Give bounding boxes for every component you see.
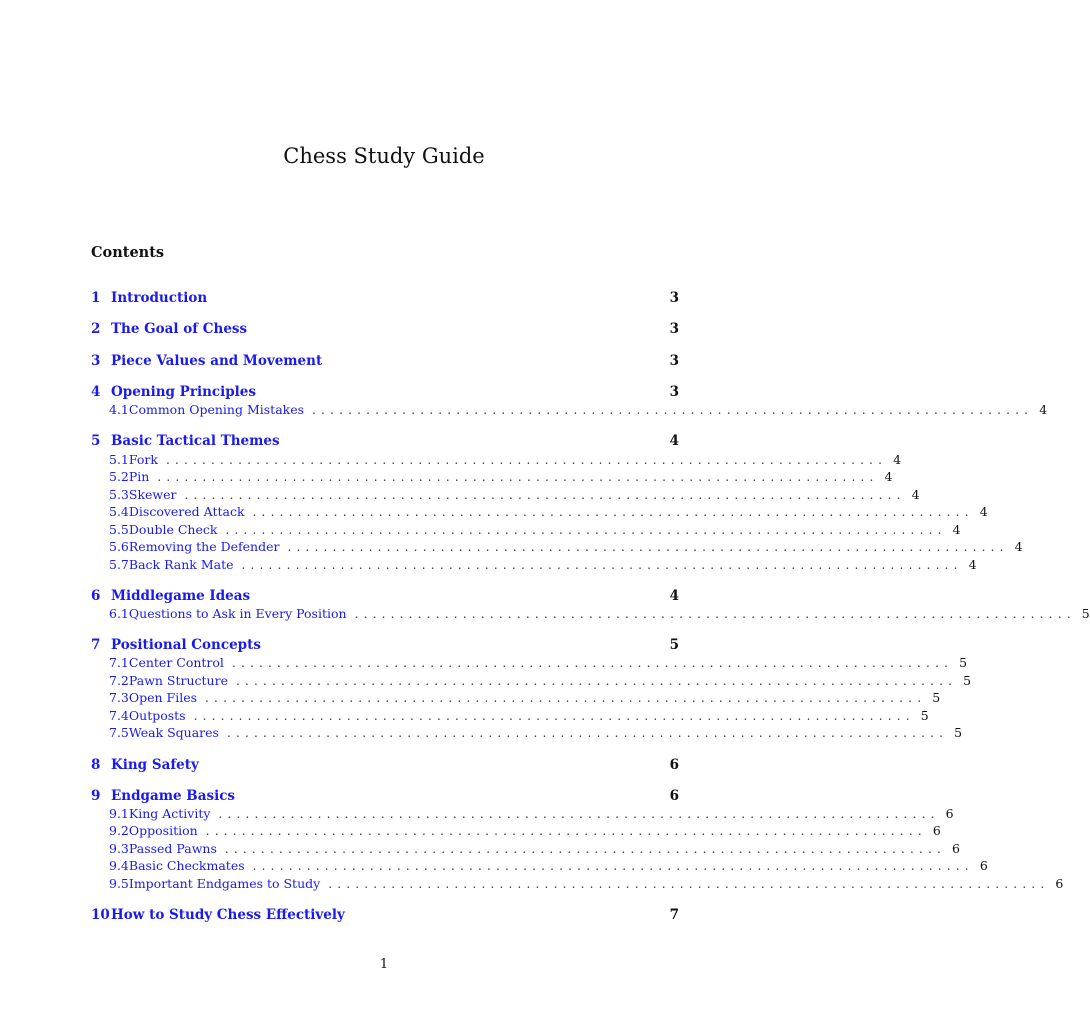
dot-leader: ................................................................................ [193,709,915,723]
dot-leader: ................................................................................ [252,859,974,873]
dot-leader: ................................................................................ [218,807,940,821]
toc-entry-link[interactable]: Discovered Attack [128,504,245,519]
toc-entry-number: 1 [91,290,101,306]
toc-entry-link[interactable]: Pawn Structure [128,673,228,688]
toc-entry-page: 5 [669,637,679,653]
toc-entry-link[interactable]: Endgame Basics [111,788,236,804]
toc-entry-link[interactable]: Piece Values and Movement [111,353,323,369]
toc-section-entry[interactable] [91,320,679,338]
dot-leader: ................................................................................ [328,877,1050,891]
toc-subsection-entry[interactable] [91,672,972,690]
dot-leader: ................................................................................ [205,824,927,838]
toc-entry-link[interactable]: Fork [128,452,158,467]
toc-subsection-entry[interactable] [91,707,929,725]
toc-entry-page: 4 [1039,402,1048,417]
toc-entry-number: 10 [91,907,110,923]
toc-entry-number: 3 [91,353,101,369]
toc-entry-number: 6.1 [109,606,129,621]
toc-entry-page: 6 [669,788,679,804]
toc-section-entry[interactable] [91,289,679,307]
toc-entry-link[interactable]: Introduction [111,290,208,306]
toc-entry-page: 4 [952,522,961,537]
toc-entry-number: 9.5 [109,876,129,891]
toc-section-entry[interactable] [91,906,679,924]
toc-entry-number: 5.5 [109,522,129,537]
dot-leader: ................................................................................ [165,453,888,467]
toc-entry-number: 9 [91,788,101,804]
dot-leader: ................................................................................ [224,842,947,856]
toc-entry-link[interactable]: King Activity [128,806,211,821]
toc-entry-page: 6 [669,757,679,773]
toc-subsection-entry[interactable] [91,556,977,574]
toc-subsection-entry[interactable] [91,503,988,521]
toc-entry-page: 5 [959,655,968,670]
toc-section-entry[interactable] [91,432,679,450]
dot-leader: ................................................................................ [312,403,1034,417]
toc-subsection-entry[interactable] [91,689,941,707]
dot-leader: ................................................................................ [354,607,1076,621]
toc-subsection-entry[interactable] [91,857,988,875]
toc-entry-page: 5 [920,708,929,723]
dot-leader: ................................................................................ [241,558,963,572]
toc-entry-page: 4 [669,433,679,449]
toc-entry-link[interactable]: King Safety [111,757,199,773]
toc-entry-number: 5.3 [109,487,129,502]
toc-entry-number: 7.5 [109,725,129,740]
toc-entry-link[interactable]: Middlegame Ideas [111,588,251,604]
toc-entry-link[interactable]: Weak Squares [128,725,219,740]
toc-entry-number: 5.1 [109,452,129,467]
toc-entry-page: 5 [1081,606,1090,621]
toc-entry-link[interactable]: Basic Tactical Themes [111,433,280,449]
toc-subsection-entry[interactable] [91,724,963,742]
toc-entry-number: 9.4 [109,858,129,873]
toc-entry-link[interactable]: Basic Checkmates [128,858,245,873]
toc-entry-link[interactable]: Skewer [128,487,177,502]
toc-subsection-entry[interactable] [91,805,954,823]
toc-subsection-entry[interactable] [91,875,1064,893]
dot-leader: ................................................................................ [205,691,927,705]
toc-entry-number: 7.3 [109,690,129,705]
toc-subsection-entry[interactable] [91,451,902,469]
toc-subsection-entry[interactable] [91,521,961,539]
toc-section-entry[interactable] [91,352,679,370]
toc-entry-link[interactable]: Positional Concepts [111,637,261,653]
toc-entry-link[interactable]: Open Files [128,690,198,705]
document-title: Chess Study Guide [283,144,485,168]
toc-entry-number: 7.2 [109,673,129,688]
toc-entry-number: 8 [91,757,101,773]
toc-subsection-entry[interactable] [91,486,920,504]
toc-subsection-entry[interactable] [91,538,1023,556]
dot-leader: ................................................................................ [287,540,1009,554]
toc-subsection-entry[interactable] [91,840,960,858]
toc-entry-page: 4 [884,469,893,484]
toc-entry-link[interactable]: Passed Pawns [128,841,217,856]
toc-entry-link[interactable]: Pin [128,469,150,484]
toc-entry-page: 5 [963,673,972,688]
toc-entry-page: 3 [669,384,679,400]
dot-leader: ................................................................................ [225,523,947,537]
toc-entry-link[interactable]: Important Endgames to Study [128,876,321,891]
toc-entry-link[interactable]: Common Opening Mistakes [128,402,305,417]
toc-subsection-entry[interactable] [91,401,1048,419]
dot-leader: ................................................................................ [235,674,958,688]
toc-entry-number: 9.1 [109,806,129,821]
toc-subsection-entry[interactable] [91,468,893,486]
toc-entry-page: 4 [979,504,988,519]
toc-entry-link[interactable]: Opposition [128,823,198,838]
toc-section-entry[interactable] [91,756,679,774]
toc-entry-page: 7 [669,907,679,923]
toc-entry-number: 4 [91,384,101,400]
toc-entry-page: 6 [1055,876,1064,891]
contents-heading: Contents [91,244,165,261]
toc-entry-link[interactable]: Outposts [128,708,186,723]
toc-entry-link[interactable]: Opening Principles [111,384,256,400]
toc-section-entry[interactable] [91,587,679,605]
toc-entry-page: 6 [979,858,988,873]
toc-entry-link[interactable]: Removing the Defender [128,539,280,554]
dot-leader: ................................................................................ [252,505,974,519]
toc-entry-link[interactable]: How to Study Chess Effectively [111,907,345,923]
dot-leader: ................................................................................ [231,656,954,670]
toc-entry-link[interactable]: Back Rank Mate [128,557,234,572]
toc-entry-page: 5 [954,725,963,740]
toc-entry-page: 4 [911,487,920,502]
toc-entry-number: 9.3 [109,841,129,856]
toc-entry-link[interactable]: Questions to Ask in Every Position [128,606,347,621]
toc-entry-number: 5.6 [109,539,129,554]
toc-entry-page: 3 [669,290,679,306]
toc-subsection-entry[interactable] [91,605,1090,623]
toc-entry-number: 4.1 [109,402,129,417]
toc-section-entry[interactable] [91,787,679,805]
toc-subsection-entry[interactable] [91,822,941,840]
toc-entry-page: 6 [952,841,960,856]
toc-entry-number: 5.2 [109,469,129,484]
toc-entry-number: 2 [91,321,101,337]
toc-section-entry[interactable] [91,636,679,654]
toc-entry-number: 5.4 [109,504,129,519]
toc-entry-page: 4 [968,557,977,572]
toc-entry-page: 3 [669,321,679,337]
toc-entry-number: 6 [91,588,101,604]
toc-entry-page: 4 [1014,539,1023,554]
toc-entry-number: 5.7 [109,557,129,572]
toc-entry-page: 4 [893,452,902,467]
dot-leader: ................................................................................ [226,726,949,740]
toc-subsection-entry[interactable] [91,654,968,672]
toc-entry-number: 5 [91,433,101,449]
toc-entry-page: 3 [669,353,679,369]
toc-entry-link[interactable]: The Goal of Chess [111,321,248,337]
toc-entry-number: 7.4 [109,708,129,723]
toc-entry-number: 9.2 [109,823,129,838]
toc-entry-link[interactable]: Center Control [128,655,224,670]
toc-entry-link[interactable]: Double Check [128,522,218,537]
toc-section-entry[interactable] [91,383,679,401]
dot-leader: ................................................................................ [184,488,906,502]
page-number: 1 [379,957,389,972]
toc-entry-page: 6 [945,806,954,821]
toc-entry-page: 5 [932,690,941,705]
toc-entry-number: 7 [91,637,101,653]
toc-entry-page: 4 [669,588,679,604]
toc-entry-page: 6 [932,823,941,838]
toc-entry-number: 7.1 [109,655,129,670]
dot-leader: ................................................................................ [157,470,879,484]
